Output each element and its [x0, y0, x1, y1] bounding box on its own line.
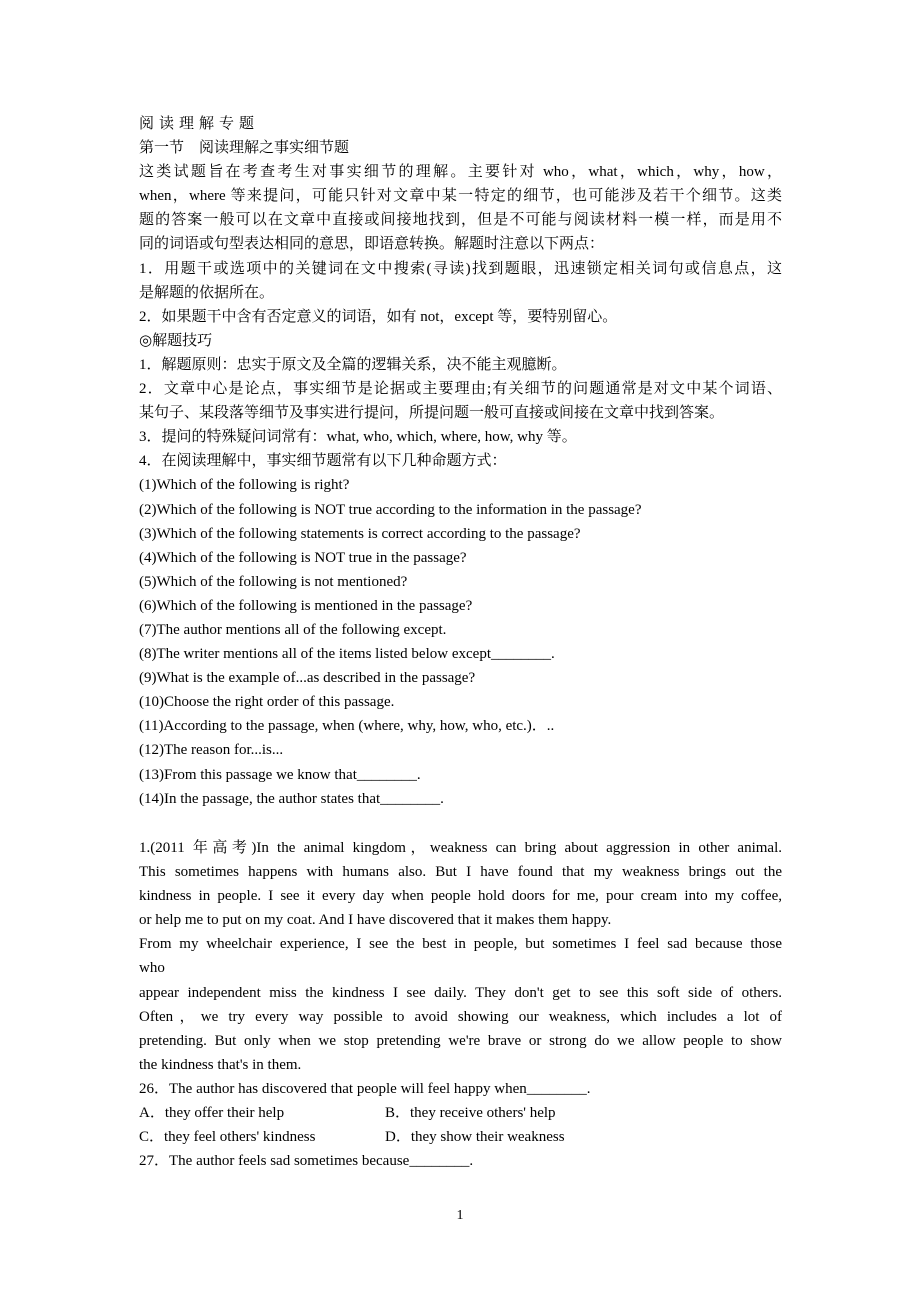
- page-number: 1: [456, 1208, 464, 1223]
- question-26-options-row: [139, 1101, 782, 1125]
- passage-line: From my wheelchair experience, I see the best in people, but sometimes I feel sad because those: [139, 936, 782, 953]
- question-form-item: (10)Choose the right order of this passage.: [139, 694, 395, 711]
- intro-paragraph: [139, 160, 782, 256]
- point-1-line: 1．用题干或选项中的关键词在文中搜索(寻读)找到题眼，迅速锁定相关词句或信息点，这: [139, 260, 782, 277]
- section-heading: 第一节 阅读理解之事实细节题: [139, 140, 350, 157]
- point-2: 2．如果题干中含有否定意义的词语，如有 not，except 等，要特别留心。: [139, 308, 618, 325]
- option-b: B．they receive others' help: [385, 1105, 556, 1122]
- question-form-item: (13)From this passage we know that________.: [139, 766, 421, 783]
- intro-line: 题的答案一般可以在文章中直接或间接地找到，但是不可能与阅读材料一模一样，而是用不: [139, 212, 782, 229]
- question-form-item: (2)Which of the following is NOT true according to the information in the passage?: [139, 501, 642, 518]
- page-title: 阅读理解专题: [139, 116, 260, 132]
- passage-line: who: [139, 960, 165, 977]
- question-form-item: (14)In the passage, the author states that________.: [139, 790, 444, 807]
- intro-line: 同的词语或句型表达相同的意思，即语意转换。解题时注意以下两点：: [139, 236, 605, 253]
- tip-2: [139, 377, 782, 425]
- point-1: [139, 257, 782, 305]
- question-form-item: (11)According to the passage, when (where, why, how, who, etc.)．..: [139, 718, 555, 735]
- passage-line: 1.(2011 年高考)In the animal kingdom，weakness can bring about aggression in other animal.: [139, 840, 782, 856]
- question-form-item: (9)What is the example of...as described in the passage?: [139, 670, 476, 687]
- question-27-stem: 27．The author feels sad sometimes because________.: [139, 1153, 474, 1170]
- question-form-item: (5)Which of the following is not mentioned?: [139, 573, 408, 590]
- tip-1: 1．解题原则：忠实于原文及全篇的逻辑关系，决不能主观臆断。: [139, 356, 567, 373]
- option-a: A．they offer their help: [139, 1105, 285, 1122]
- question-forms-list: [139, 473, 782, 810]
- passage-line: pretending. But only when we stop pretending we're brave or strong do we allow people to show: [139, 1032, 782, 1049]
- tip-4: 4．在阅读理解中，事实细节题常有以下几种命题方式：: [139, 453, 507, 470]
- question-form-item: (1)Which of the following is right?: [139, 477, 350, 494]
- question-26-stem: 26．The author has discovered that people will feel happy when________.: [139, 1080, 591, 1097]
- option-c: C．they feel others' kindness: [139, 1129, 316, 1146]
- tip-3: 3．提问的特殊疑问词常有：what, who, which, where, how, why 等。: [139, 429, 577, 446]
- question-form-item: (4)Which of the following is NOT true in the passage?: [139, 549, 467, 566]
- reading-passage: [139, 836, 782, 1173]
- tip-2-line: 2．文章中心是论点，事实细节是论据或主要理由;有关细节的问题通常是对文中某个词语、: [139, 381, 782, 398]
- option-d: D．they show their weakness: [385, 1129, 565, 1146]
- question-form-item: (8)The writer mentions all of the items listed below except________.: [139, 646, 555, 663]
- question-26: [139, 1077, 782, 1149]
- content-column: [139, 112, 782, 811]
- question-form-item: (7)The author mentions all of the following except.: [139, 621, 447, 638]
- passage-line: Often，we try every way possible to avoid showing our weakness, which includes a lot of: [139, 1008, 782, 1025]
- intro-line: 这类试题旨在考查考生对事实细节的理解。主要针对 who，what，which，why，how，: [139, 164, 782, 181]
- question-form-item: (12)The reason for...is...: [139, 742, 284, 759]
- passage-line: or help me to put on my coat. And I have discovered that it makes them happy.: [139, 912, 612, 929]
- passage-line: kindness in people. I see it every day when people hold doors for me, pour cream into my coffee,: [139, 888, 782, 905]
- passage-line: appear independent miss the kindness I see daily. They don't get to see this soft side of others.: [139, 984, 782, 1001]
- question-form-item: (3)Which of the following statements is correct according to the passage?: [139, 525, 581, 542]
- point-1-line: 是解题的依据所在。: [139, 284, 275, 301]
- question-26-options-row: [139, 1125, 782, 1149]
- tip-2-line: 某句子、某段落等细节及事实进行提问，所提问题一般可直接或间接在文章中找到答案。: [139, 405, 725, 422]
- passage-line: This sometimes happens with humans also. But I have found that my weakness brings out the: [139, 864, 782, 881]
- passage-line: the kindness that's in them.: [139, 1056, 302, 1073]
- intro-line: when，where 等来提问，可能只针对文章中某一特定的细节，也可能涉及若干个细节。这类: [139, 188, 782, 205]
- question-form-item: (6)Which of the following is mentioned in the passage?: [139, 597, 473, 614]
- tips-heading: ◎解题技巧: [139, 332, 213, 349]
